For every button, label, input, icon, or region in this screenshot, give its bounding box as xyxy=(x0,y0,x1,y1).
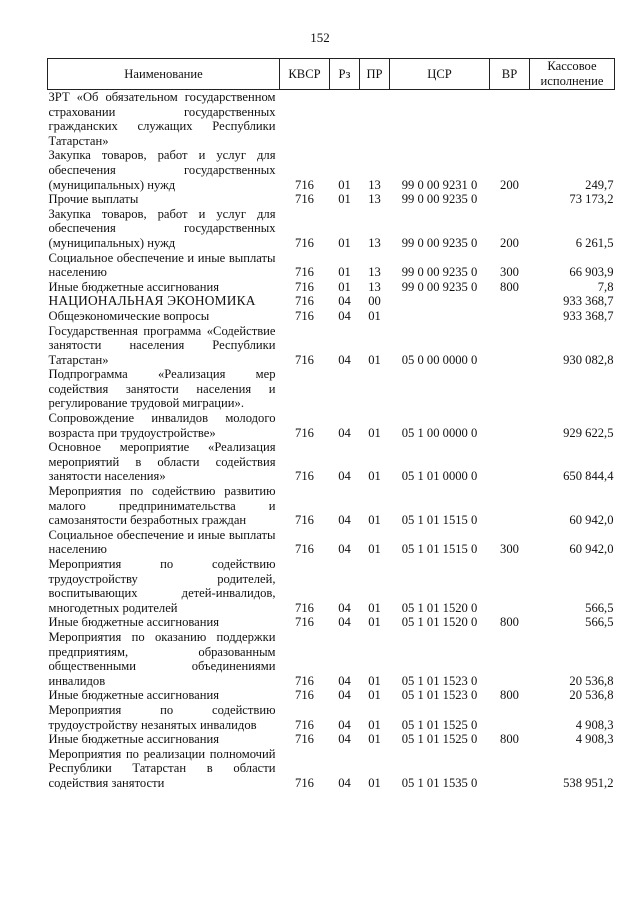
cell-vr: 800 xyxy=(500,615,519,630)
cell-rz: 01 xyxy=(338,235,351,250)
page-number: 152 xyxy=(310,30,330,45)
cell-sum: 566,5 xyxy=(585,615,614,630)
cell-kvsr: 716 xyxy=(295,600,314,615)
cell-vr xyxy=(490,192,530,207)
cell-sum: 249,7 xyxy=(585,177,614,192)
cell-vr: 300 xyxy=(500,542,519,557)
cell-pr: 13 xyxy=(368,177,381,192)
cell-sum: 60 942,0 xyxy=(569,513,614,528)
table-row xyxy=(48,557,615,615)
cell-pr: 01 xyxy=(368,775,381,790)
cell-name: Подпрограмма «Реализация мер содействия занятости населения и регулирование трудовой миграции». xyxy=(48,367,276,411)
cell-sum: 933 368,7 xyxy=(563,294,614,309)
cell-kvsr: 716 xyxy=(295,294,314,309)
cell-kvsr: 716 xyxy=(295,308,314,323)
cell-csr: 99 0 00 9231 0 xyxy=(401,177,478,192)
cell-pr: 01 xyxy=(368,469,381,484)
cell-name: Государственная программа «Содействие занятости населения Республики Татарстан» xyxy=(48,323,276,367)
cell-rz: 04 xyxy=(338,717,351,732)
cell-name: Мероприятия по реализации полномочий Республики Татарстан в области содействия занятости xyxy=(48,746,276,790)
cell-sum: 73 173,2 xyxy=(569,192,614,207)
cell-sum: 7,8 xyxy=(597,279,614,294)
cell-csr: 05 1 01 1523 0 xyxy=(401,688,478,703)
cell-kvsr: 716 xyxy=(295,732,314,747)
cell-vr xyxy=(490,747,530,791)
cell-name: Социальное обеспечение и иные выплаты населению xyxy=(48,527,276,557)
cell-kvsr: 716 xyxy=(295,542,314,557)
cell-kvsr: 716 xyxy=(295,235,314,250)
cell-csr: 05 1 01 1525 0 xyxy=(401,717,478,732)
cell-pr xyxy=(360,90,390,149)
table-row xyxy=(48,367,615,411)
cell-kvsr: 716 xyxy=(295,775,314,790)
cell-vr: 200 xyxy=(500,177,519,192)
cell-kvsr: 716 xyxy=(295,177,314,192)
cell-name: Иные бюджетные ассигнования xyxy=(48,615,220,630)
cell-name: Мероприятия по оказанию поддержки предприятиям, образованным общественными объединениями инвалидов xyxy=(48,629,276,688)
cell-kvsr: 716 xyxy=(295,352,314,367)
cell-csr xyxy=(390,90,490,149)
table-row xyxy=(48,411,615,440)
table-row xyxy=(48,747,615,791)
cell-name: Иные бюджетные ассигнования xyxy=(48,279,220,294)
cell-rz xyxy=(330,90,360,149)
cell-rz: 04 xyxy=(338,775,351,790)
cell-sum xyxy=(530,367,615,411)
header-vr: ВР xyxy=(490,59,530,90)
table-row xyxy=(48,688,615,703)
cell-pr: 01 xyxy=(368,732,381,747)
cell-csr: 99 0 00 9235 0 xyxy=(401,235,478,250)
table-body xyxy=(48,90,615,791)
cell-rz: 04 xyxy=(338,732,351,747)
table-row xyxy=(48,440,615,484)
table-row xyxy=(48,324,615,368)
cell-vr xyxy=(490,90,530,149)
cell-sum: 66 903,9 xyxy=(569,265,614,280)
cell-kvsr: 716 xyxy=(295,265,314,280)
cell-vr xyxy=(490,703,530,732)
header-sum: Кассовое исполнение xyxy=(530,59,615,90)
table-row xyxy=(48,207,615,251)
cell-csr: 05 1 01 0000 0 xyxy=(401,469,478,484)
table-row xyxy=(48,732,615,747)
cell-rz: 04 xyxy=(338,673,351,688)
cell-pr: 13 xyxy=(368,192,381,207)
cell-vr xyxy=(490,557,530,615)
cell-csr: 05 0 00 0000 0 xyxy=(401,352,478,367)
cell-vr xyxy=(490,484,530,528)
cell-name: Прочие выплаты xyxy=(48,192,139,207)
cell-pr: 01 xyxy=(368,600,381,615)
cell-name: НАЦИОНАЛЬНАЯ ЭКОНОМИКА xyxy=(48,293,256,309)
cell-pr xyxy=(360,367,390,411)
cell-kvsr: 716 xyxy=(295,279,314,294)
cell-sum: 6 261,5 xyxy=(575,235,614,250)
cell-pr: 01 xyxy=(368,717,381,732)
cell-pr: 01 xyxy=(368,425,381,440)
cell-sum xyxy=(530,90,615,149)
cell-pr: 00 xyxy=(368,294,381,309)
table-row xyxy=(48,192,615,207)
cell-name: ЗРТ «Об обязательном государственном страховании государственных гражданских служащих Республики Татарстан» xyxy=(48,90,276,148)
table-row xyxy=(48,309,615,324)
cell-csr: 99 0 00 9235 0 xyxy=(401,192,478,207)
cell-csr: 99 0 00 9235 0 xyxy=(401,265,478,280)
cell-name: Социальное обеспечение и иные выплаты населению xyxy=(48,250,276,280)
table-row xyxy=(48,90,615,149)
cell-sum: 20 536,8 xyxy=(569,673,614,688)
cell-name: Мероприятия по содействию трудоустройству родителей, воспитывающих детей-инвалидов, многодетных родителей xyxy=(48,557,276,615)
cell-vr xyxy=(490,440,530,484)
cell-kvsr xyxy=(280,367,330,411)
cell-csr: 05 1 01 1520 0 xyxy=(401,615,478,630)
cell-rz: 01 xyxy=(338,265,351,280)
table-header-row xyxy=(48,59,615,90)
cell-csr xyxy=(390,367,490,411)
cell-sum: 4 908,3 xyxy=(575,732,614,747)
cell-csr xyxy=(390,309,490,324)
cell-rz: 04 xyxy=(338,600,351,615)
cell-rz: 04 xyxy=(338,294,351,309)
cell-csr: 99 0 00 9235 0 xyxy=(401,279,478,294)
cell-sum: 4 908,3 xyxy=(575,717,614,732)
header-kvsr: КВСР xyxy=(280,59,330,90)
cell-name: Общеэкономические вопросы xyxy=(48,308,210,323)
cell-rz: 04 xyxy=(338,308,351,323)
cell-rz: 01 xyxy=(338,177,351,192)
cell-pr: 01 xyxy=(368,542,381,557)
cell-rz: 01 xyxy=(338,192,351,207)
cell-vr: 300 xyxy=(500,265,519,280)
cell-vr: 800 xyxy=(500,688,519,703)
cell-pr: 01 xyxy=(368,308,381,323)
budget-execution-table xyxy=(47,58,615,791)
cell-csr: 05 1 01 1515 0 xyxy=(401,513,478,528)
cell-sum: 566,5 xyxy=(585,600,614,615)
cell-name: Иные бюджетные ассигнования xyxy=(48,732,220,747)
cell-rz: 04 xyxy=(338,688,351,703)
cell-pr: 01 xyxy=(368,688,381,703)
table-row xyxy=(48,148,615,192)
cell-pr: 13 xyxy=(368,279,381,294)
table-row xyxy=(48,630,615,688)
cell-csr: 05 1 01 1523 0 xyxy=(401,673,478,688)
cell-csr xyxy=(390,294,490,309)
cell-rz: 04 xyxy=(338,615,351,630)
cell-name: Основное мероприятие «Реализация мероприятий в области содействия занятости населения» xyxy=(48,440,276,484)
cell-csr: 05 1 01 1520 0 xyxy=(401,600,478,615)
cell-sum: 933 368,7 xyxy=(563,308,614,323)
cell-name: Закупка товаров, работ и услуг для обеспечения государственных (муниципальных) нужд xyxy=(48,148,276,192)
cell-kvsr: 716 xyxy=(295,717,314,732)
header-rz: Рз xyxy=(330,59,360,90)
table-row xyxy=(48,280,615,295)
cell-sum: 930 082,8 xyxy=(563,352,614,367)
cell-vr xyxy=(490,309,530,324)
cell-vr xyxy=(490,367,530,411)
cell-vr xyxy=(490,294,530,309)
cell-rz: 01 xyxy=(338,279,351,294)
cell-name: Сопровождение инвалидов молодого возраста при трудоустройстве» xyxy=(48,411,276,440)
cell-vr: 200 xyxy=(500,235,519,250)
cell-csr: 05 1 00 0000 0 xyxy=(401,425,478,440)
cell-vr xyxy=(490,630,530,688)
table-row xyxy=(48,703,615,732)
cell-pr: 13 xyxy=(368,235,381,250)
header-pr: ПР xyxy=(360,59,390,90)
cell-sum: 538 951,2 xyxy=(563,775,614,790)
cell-kvsr xyxy=(280,90,330,149)
cell-sum: 20 536,8 xyxy=(569,688,614,703)
table-row xyxy=(48,294,615,309)
cell-kvsr: 716 xyxy=(295,192,314,207)
cell-vr: 800 xyxy=(500,732,519,747)
cell-pr: 01 xyxy=(368,513,381,528)
cell-rz: 04 xyxy=(338,513,351,528)
table-row xyxy=(48,484,615,528)
cell-name: Иные бюджетные ассигнования xyxy=(48,688,220,703)
cell-pr: 01 xyxy=(368,615,381,630)
cell-rz: 04 xyxy=(338,425,351,440)
header-csr: ЦСР xyxy=(390,59,490,90)
cell-kvsr: 716 xyxy=(295,615,314,630)
cell-rz xyxy=(330,367,360,411)
cell-csr: 05 1 01 1525 0 xyxy=(401,732,478,747)
cell-rz: 04 xyxy=(338,352,351,367)
cell-pr: 01 xyxy=(368,352,381,367)
cell-sum: 929 622,5 xyxy=(563,425,614,440)
cell-name: Мероприятия по содействию трудоустройству незанятых инвалидов xyxy=(48,702,276,732)
table-row xyxy=(48,615,615,630)
header-name: Наименование xyxy=(48,59,280,90)
cell-pr: 01 xyxy=(368,673,381,688)
cell-vr xyxy=(490,411,530,440)
cell-csr: 05 1 01 1515 0 xyxy=(401,542,478,557)
cell-kvsr: 716 xyxy=(295,425,314,440)
cell-pr: 13 xyxy=(368,265,381,280)
cell-kvsr: 716 xyxy=(295,673,314,688)
cell-kvsr: 716 xyxy=(295,469,314,484)
cell-kvsr: 716 xyxy=(295,688,314,703)
cell-sum: 650 844,4 xyxy=(563,469,614,484)
cell-vr: 800 xyxy=(500,279,519,294)
cell-sum: 60 942,0 xyxy=(569,542,614,557)
cell-rz: 04 xyxy=(338,469,351,484)
cell-kvsr: 716 xyxy=(295,513,314,528)
cell-name: Мероприятия по содействию развитию малого предпринимательства и самозанятости безработных граждан xyxy=(48,484,276,528)
cell-csr: 05 1 01 1535 0 xyxy=(401,775,478,790)
table-row xyxy=(48,528,615,557)
cell-vr xyxy=(490,324,530,368)
table-row xyxy=(48,251,615,280)
cell-rz: 04 xyxy=(338,542,351,557)
cell-name: Закупка товаров, работ и услуг для обеспечения государственных (муниципальных) нужд xyxy=(48,206,276,250)
